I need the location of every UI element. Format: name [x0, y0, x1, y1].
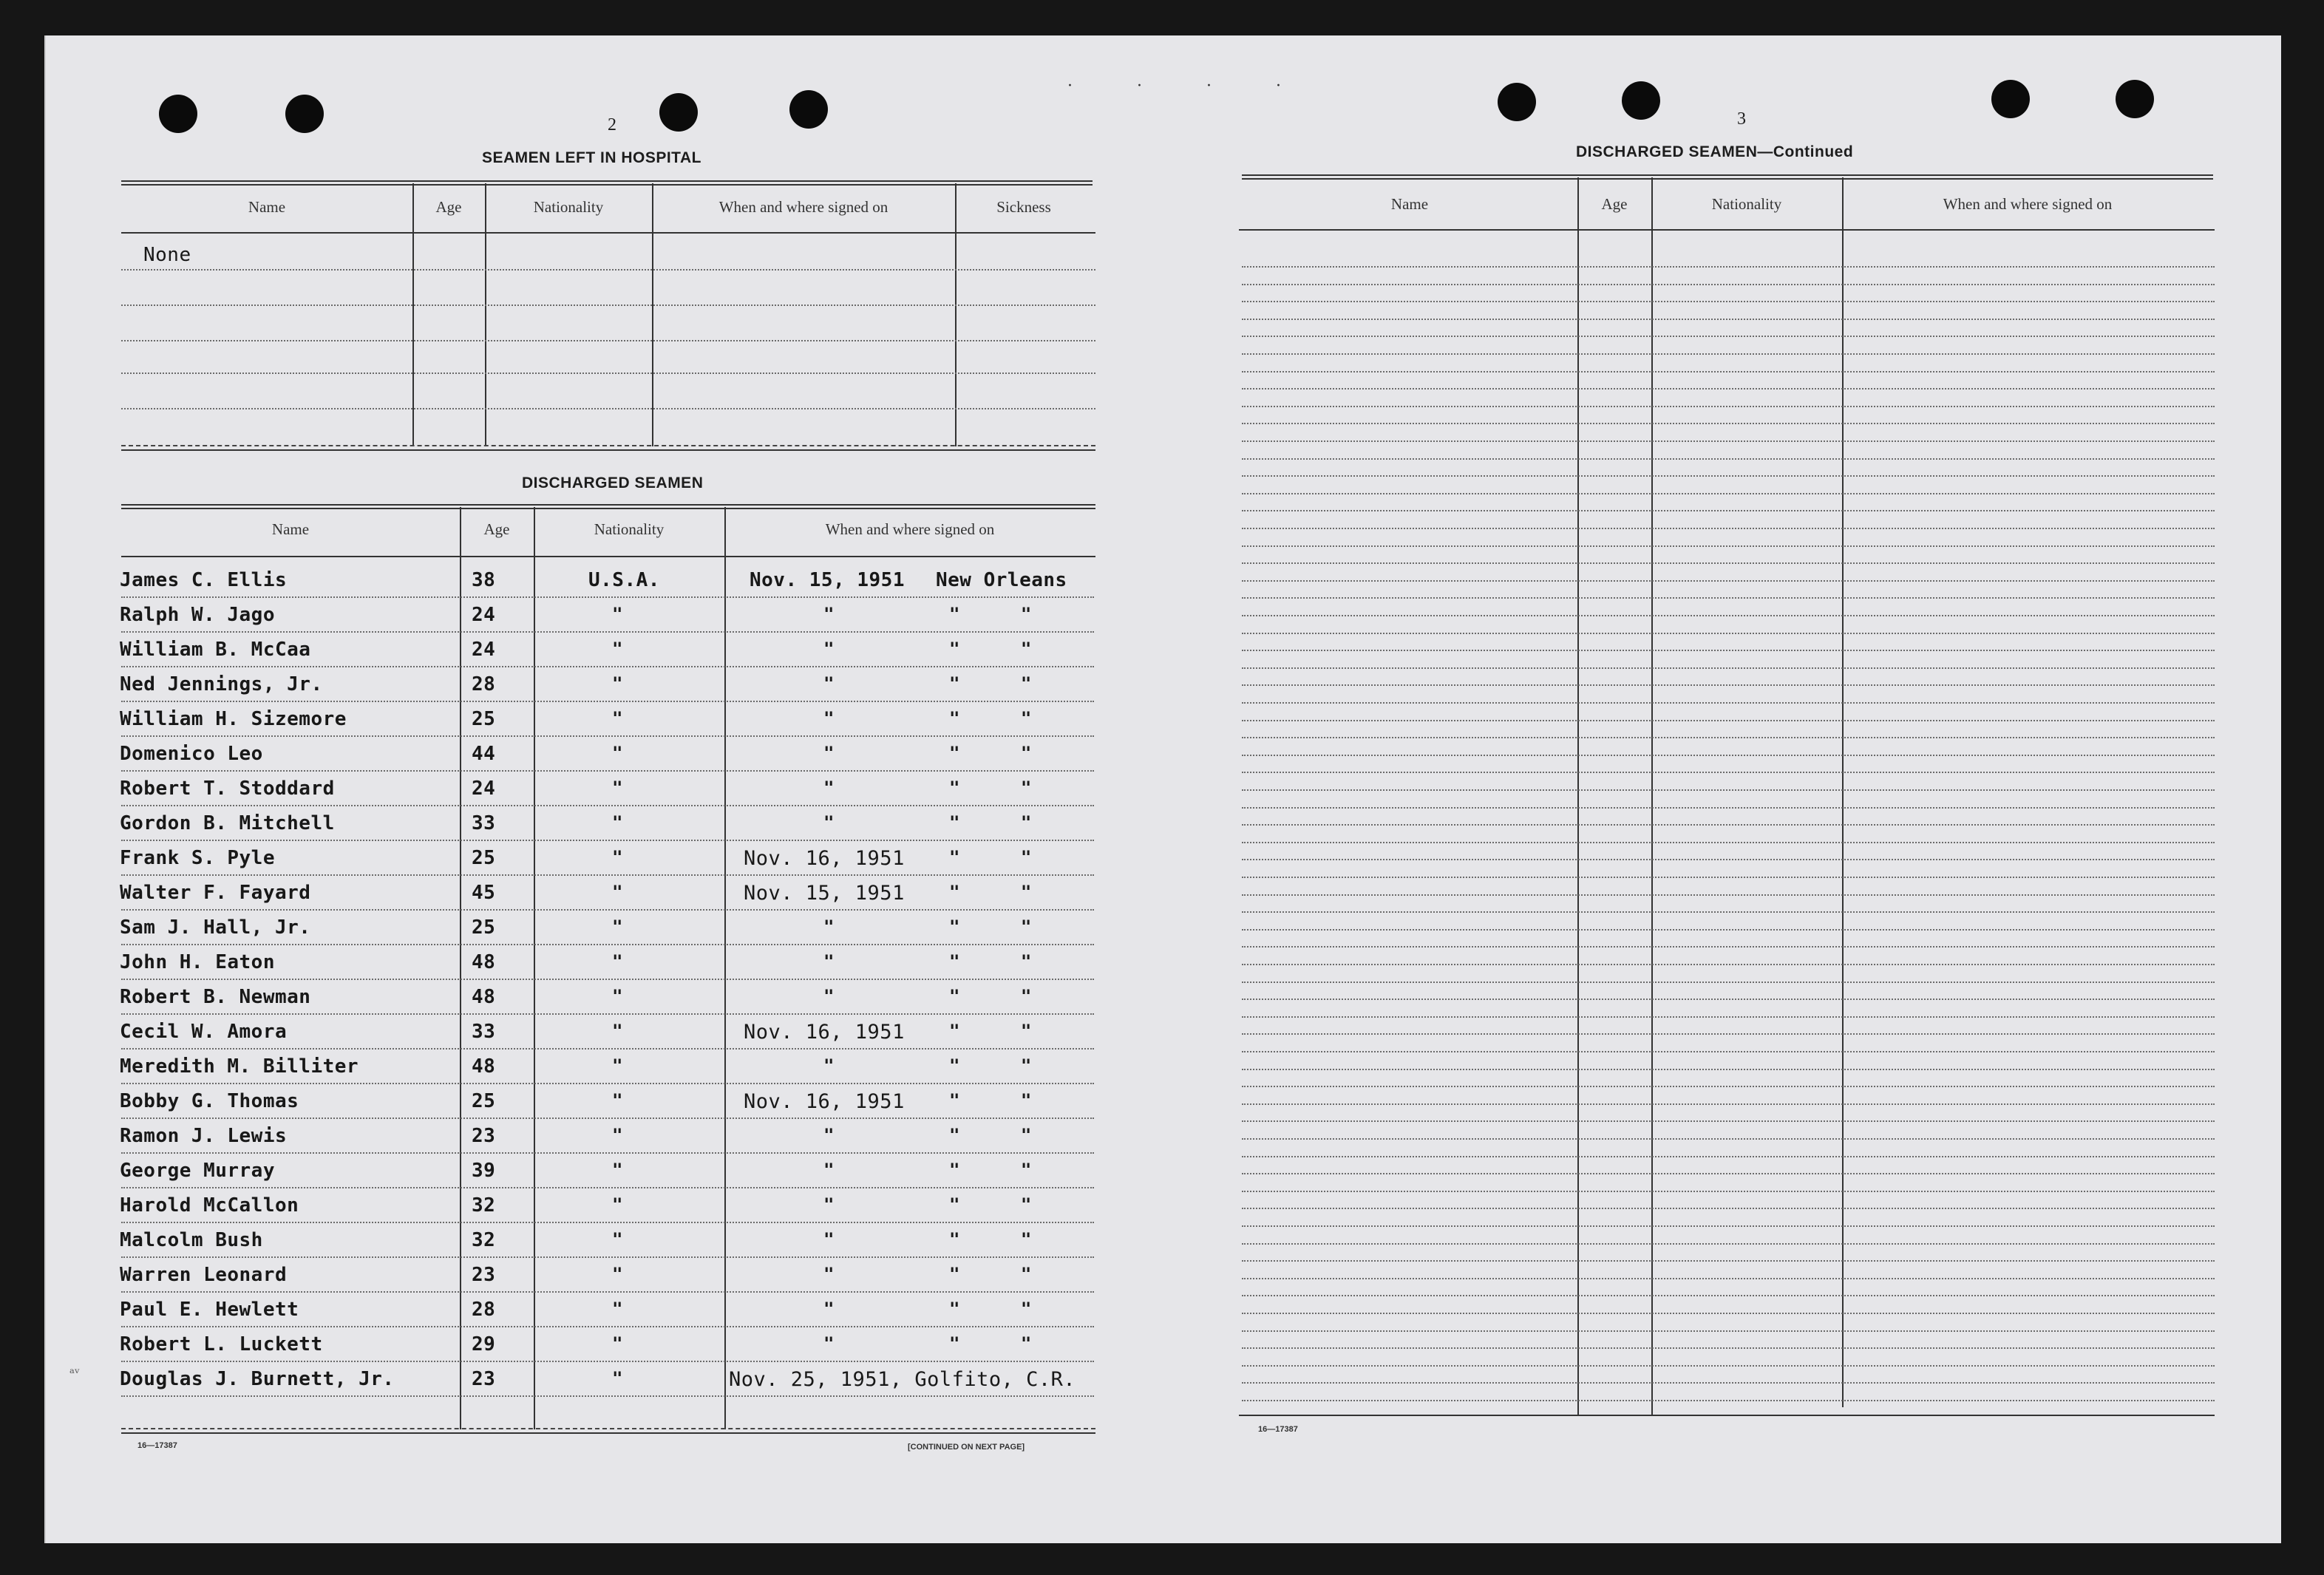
- signed-on-place: New Orleans: [936, 569, 1067, 591]
- row-dotted-rule: [121, 840, 1094, 841]
- blank-row-rule: [1242, 1295, 2215, 1296]
- signed-on-place: " ": [949, 778, 1032, 798]
- seaman-name: John H. Eaton: [120, 951, 275, 973]
- seaman-age: 48: [472, 951, 496, 973]
- signed-on-place: " ": [949, 1160, 1032, 1180]
- blank-row-rule: [1242, 1382, 2215, 1384]
- signed-on-date: ": [823, 1160, 835, 1180]
- seaman-age: 25: [472, 916, 496, 939]
- signed-on-date: Nov. 16, 1951: [744, 847, 905, 870]
- signed-on-date: Nov. 16, 1951: [744, 1021, 905, 1044]
- seaman-nationality: ": [612, 1160, 623, 1180]
- signed-on-date: ": [823, 812, 835, 833]
- seaman-nationality: ": [612, 1090, 623, 1111]
- seaman-age: 24: [472, 778, 496, 800]
- signed-on-place: " ": [949, 1090, 1032, 1111]
- signed-on-place: " ": [949, 604, 1032, 625]
- row-dotted-rule: [121, 1291, 1094, 1293]
- seaman-nationality: ": [612, 1055, 623, 1076]
- seaman-name: Ralph W. Jago: [120, 604, 275, 626]
- seaman-name: George Murray: [120, 1160, 275, 1182]
- signed-on-place: " ": [949, 673, 1032, 694]
- row-dotted-rule: [121, 735, 1094, 737]
- col-header-name: Name: [1390, 195, 1429, 213]
- blank-row-rule: [1242, 475, 2215, 477]
- signed-on-place: " ": [949, 1021, 1032, 1041]
- blank-row-rule: [1242, 371, 2215, 373]
- blank-row-rule: [1242, 1033, 2215, 1035]
- signed-on-date: ": [823, 1229, 835, 1250]
- signed-on-date: ": [823, 916, 835, 937]
- col-header-nationality: Nationality: [533, 198, 604, 216]
- row-dotted-rule: [121, 596, 1094, 598]
- seaman-name: Ramon J. Lewis: [120, 1125, 288, 1147]
- signed-on-place: " ": [949, 1264, 1032, 1285]
- row-dotted-rule: [121, 770, 1094, 772]
- seaman-nationality: ": [612, 708, 623, 729]
- signed-on-date: ": [823, 1299, 835, 1319]
- seaman-age: 32: [472, 1229, 496, 1251]
- blank-row-rule: [1242, 877, 2215, 878]
- seaman-age: 28: [472, 673, 496, 695]
- row-dotted-rule: [121, 874, 1094, 876]
- seaman-age: 25: [472, 847, 496, 869]
- seaman-age: 44: [472, 743, 496, 765]
- blank-row-rule: [1242, 1138, 2215, 1140]
- seaman-age: 38: [472, 569, 496, 591]
- seaman-age: 23: [472, 1368, 496, 1390]
- seaman-nationality: U.S.A.: [588, 569, 660, 591]
- signed-on-date: Nov. 16, 1951: [744, 1090, 905, 1113]
- blank-row-rule: [1242, 1260, 2215, 1262]
- blank-row-rule: [1242, 301, 2215, 302]
- blank-row-rule: [1242, 982, 2215, 983]
- blank-row-rule: [1242, 580, 2215, 582]
- col-header-name: Name: [271, 520, 310, 538]
- signed-on-date: ": [823, 986, 835, 1007]
- seaman-nationality: ": [612, 951, 623, 972]
- signed-on-date: ": [823, 1055, 835, 1076]
- row-dotted-rule: [121, 1013, 1094, 1015]
- seaman-name: Robert B. Newman: [120, 986, 311, 1008]
- blank-row-rule: [1242, 1330, 2215, 1332]
- signed-on-date: ": [823, 778, 835, 798]
- seaman-name: Robert L. Luckett: [120, 1333, 323, 1355]
- blank-row-rule: [1242, 755, 2215, 756]
- blank-row-rule: [1242, 1278, 2215, 1279]
- signed-on-place: " ": [949, 1333, 1032, 1354]
- col-header-signed-on: When and where signed on: [718, 198, 889, 216]
- col-header-age: Age: [483, 520, 510, 538]
- blank-row-rule: [1242, 1120, 2215, 1122]
- seaman-name: Robert T. Stoddard: [120, 778, 335, 800]
- signed-on-place: " ": [949, 1229, 1032, 1250]
- seaman-age: 24: [472, 639, 496, 661]
- blank-row-rule: [1242, 284, 2215, 285]
- right-title-cont: —Continued: [1757, 143, 1854, 160]
- row-dotted-rule: [121, 1395, 1094, 1397]
- blank-row-rule: [1242, 720, 2215, 721]
- signed-on-date: ": [823, 639, 835, 659]
- punch-hole: [285, 95, 324, 133]
- seaman-nationality: ": [612, 1021, 623, 1041]
- row-dotted-rule: [121, 1222, 1094, 1223]
- signed-on-place: " ": [949, 708, 1032, 729]
- punch-hole: [159, 95, 197, 133]
- blank-row-rule: [1242, 615, 2215, 616]
- blank-row-rule: [1242, 964, 2215, 965]
- signed-on-place: " ": [949, 916, 1032, 937]
- punch-hole: [1498, 83, 1536, 121]
- seaman-name: Warren Leonard: [120, 1264, 288, 1286]
- col-header-age: Age: [435, 198, 462, 216]
- seaman-name: Frank S. Pyle: [120, 847, 275, 869]
- seaman-name: Ned Jennings, Jr.: [120, 673, 323, 695]
- right-title-main: DISCHARGED SEAMEN: [1576, 143, 1758, 160]
- signed-on-date: ": [823, 673, 835, 694]
- seaman-name: Meredith M. Billiter: [120, 1055, 359, 1078]
- signed-on-place: " ": [949, 1125, 1032, 1146]
- signed-on-place: " ": [949, 639, 1032, 659]
- seaman-name: Harold McCallon: [120, 1194, 299, 1217]
- signed-on-date: Nov. 15, 1951: [750, 569, 905, 591]
- form-number-right: 16—17387: [1258, 1425, 1298, 1434]
- signed-on-place: " ": [949, 847, 1032, 868]
- blank-row-rule: [1242, 702, 2215, 704]
- seaman-nationality: ": [612, 1299, 623, 1319]
- seaman-age: 29: [472, 1333, 496, 1355]
- blank-row-rule: [1242, 406, 2215, 407]
- seaman-age: 23: [472, 1125, 496, 1147]
- blank-row-rule: [1242, 458, 2215, 460]
- seaman-name: William H. Sizemore: [120, 708, 347, 730]
- blank-row-rule: [1242, 510, 2215, 511]
- blank-row-rule: [1242, 597, 2215, 599]
- row-dotted-rule: [121, 979, 1094, 980]
- row-dotted-rule: [121, 944, 1094, 945]
- blank-row-rule: [1242, 1016, 2215, 1018]
- seaman-name: Gordon B. Mitchell: [120, 812, 335, 834]
- seaman-age: 33: [472, 812, 496, 834]
- seaman-name: James C. Ellis: [120, 569, 288, 591]
- seaman-age: 48: [472, 1055, 496, 1078]
- seaman-age: 48: [472, 986, 496, 1008]
- seaman-age: 25: [472, 1090, 496, 1112]
- blank-row-rule: [1242, 1103, 2215, 1105]
- right-section-title: [1576, 143, 1853, 161]
- signed-on-place: " ": [949, 951, 1032, 972]
- punch-hole: [2116, 80, 2154, 118]
- blank-row-rule: [1242, 859, 2215, 860]
- blank-row-rule: [1242, 1051, 2215, 1052]
- blank-row-rule: [1242, 999, 2215, 1000]
- row-dotted-rule: [121, 1083, 1094, 1084]
- seaman-age: 28: [472, 1299, 496, 1321]
- hospital-section-title: SEAMEN LEFT IN HOSPITAL: [482, 149, 701, 166]
- hospital-none-entry: None: [143, 244, 191, 266]
- col-header-nationality: Nationality: [1711, 195, 1782, 213]
- blank-row-rule: [1242, 528, 2215, 529]
- signed-on-date: ": [823, 1125, 835, 1146]
- form-number-left: 16—17387: [137, 1441, 177, 1450]
- signed-on-place: " ": [949, 1055, 1032, 1076]
- blank-row-rule: [1242, 1225, 2215, 1227]
- row-dotted-rule: [121, 1118, 1094, 1119]
- row-dotted-rule: [121, 1361, 1094, 1362]
- blank-row-rule: [1242, 1173, 2215, 1174]
- blank-row-rule: [1242, 1208, 2215, 1209]
- scan-specks: · · · ·: [1067, 77, 1311, 95]
- seaman-nationality: ": [612, 812, 623, 833]
- seaman-name: Paul E. Hewlett: [120, 1299, 299, 1321]
- blank-row-rule: [1242, 633, 2215, 634]
- page-number-left: 2: [608, 115, 616, 135]
- seaman-name: Walter F. Fayard: [120, 882, 311, 904]
- signed-on-place: " ": [949, 743, 1032, 763]
- blank-row-rule: [1242, 545, 2215, 547]
- punch-hole: [1991, 80, 2030, 118]
- signed-on-date: ": [823, 604, 835, 625]
- row-dotted-rule: [121, 1256, 1094, 1258]
- seaman-nationality: ": [612, 882, 623, 902]
- seaman-name: William B. McCaa: [120, 639, 311, 661]
- seaman-nationality: ": [612, 986, 623, 1007]
- signed-on-date: ": [823, 1264, 835, 1285]
- seaman-name: Sam J. Hall, Jr.: [120, 916, 311, 939]
- seaman-nationality: ": [612, 639, 623, 659]
- blank-row-rule: [1242, 266, 2215, 268]
- row-dotted-rule: [121, 701, 1094, 702]
- seaman-nationality: ": [612, 1264, 623, 1285]
- signed-on-place: " ": [949, 986, 1032, 1007]
- col-header-sickness: Sickness: [996, 198, 1051, 216]
- seaman-age: 24: [472, 604, 496, 626]
- row-dotted-rule: [121, 805, 1094, 806]
- blank-row-rule: [1242, 1086, 2215, 1087]
- seaman-name: Domenico Leo: [120, 743, 263, 765]
- row-dotted-rule: [121, 631, 1094, 633]
- signed-on-place: " ": [949, 1299, 1032, 1319]
- col-header-name: Name: [248, 198, 286, 216]
- signed-on-date: Nov. 15, 1951: [744, 882, 905, 905]
- blank-row-rule: [1242, 319, 2215, 320]
- seaman-name: Douglas J. Burnett, Jr.: [120, 1368, 395, 1390]
- seaman-nationality: ": [612, 743, 623, 763]
- seaman-age: 25: [472, 708, 496, 730]
- row-dotted-rule: [121, 1152, 1094, 1154]
- punch-hole: [659, 93, 698, 132]
- seaman-age: 45: [472, 882, 496, 904]
- seaman-nationality: ": [612, 847, 623, 868]
- blank-row-rule: [1242, 440, 2215, 442]
- seaman-nationality: ": [612, 778, 623, 798]
- blank-row-rule: [1242, 1347, 2215, 1349]
- row-dotted-rule: [121, 1048, 1094, 1050]
- blank-row-rule: [1242, 789, 2215, 791]
- seaman-nationality: ": [612, 1194, 623, 1215]
- punch-hole: [1622, 81, 1660, 120]
- seaman-age: 39: [472, 1160, 496, 1182]
- blank-row-rule: [1242, 667, 2215, 669]
- blank-row-rule: [1242, 1365, 2215, 1367]
- signed-on-place: " ": [949, 812, 1032, 833]
- col-header-nationality: Nationality: [594, 520, 665, 538]
- signed-on-date: ": [823, 1333, 835, 1354]
- blank-row-rule: [1242, 1156, 2215, 1157]
- seaman-nationality: ": [612, 1229, 623, 1250]
- signed-on-place: " ": [949, 882, 1032, 902]
- signed-on-date: ": [823, 951, 835, 972]
- blank-row-rule: [1242, 824, 2215, 826]
- margin-mark: ᵃᵛ: [69, 1366, 80, 1381]
- blank-row-rule: [1242, 562, 2215, 564]
- document-sheet: [44, 35, 2281, 1543]
- blank-row-rule: [1242, 1243, 2215, 1245]
- blank-row-rule: [1242, 650, 2215, 651]
- blank-row-rule: [1242, 1400, 2215, 1401]
- col-header-age: Age: [1601, 195, 1628, 213]
- blank-row-rule: [1242, 493, 2215, 494]
- col-header-signed-on: When and where signed on: [1943, 195, 2113, 213]
- seaman-age: 23: [472, 1264, 496, 1286]
- blank-row-rule: [1242, 929, 2215, 931]
- signed-on-date: ": [823, 743, 835, 763]
- seaman-name: Bobby G. Thomas: [120, 1090, 299, 1112]
- blank-row-rule: [1242, 946, 2215, 948]
- seaman-age: 32: [472, 1194, 496, 1217]
- signed-on-date: Nov. 25, 1951, Golfito, C.R.: [729, 1368, 1076, 1391]
- blank-row-rule: [1242, 388, 2215, 390]
- seaman-nationality: ": [612, 916, 623, 937]
- blank-row-rule: [1242, 423, 2215, 424]
- discharged-section-title: DISCHARGED SEAMEN: [522, 474, 704, 491]
- row-dotted-rule: [121, 1326, 1094, 1327]
- row-dotted-rule: [121, 1187, 1094, 1188]
- signed-on-date: ": [823, 708, 835, 729]
- seaman-nationality: ": [612, 673, 623, 694]
- seaman-nationality: ": [612, 604, 623, 625]
- signed-on-date: ": [823, 1194, 835, 1215]
- signed-on-place: " ": [949, 1194, 1032, 1215]
- blank-row-rule: [1242, 1313, 2215, 1314]
- row-dotted-rule: [121, 909, 1094, 911]
- blank-row-rule: [1242, 737, 2215, 738]
- seaman-age: 33: [472, 1021, 496, 1043]
- continued-note: [CONTINUED ON NEXT PAGE]: [908, 1443, 1025, 1452]
- seaman-nationality: ": [612, 1368, 623, 1389]
- blank-row-rule: [1242, 842, 2215, 843]
- blank-row-rule: [1242, 807, 2215, 809]
- seaman-nationality: ": [612, 1125, 623, 1146]
- page-number-right: 3: [1737, 109, 1746, 129]
- blank-row-rule: [1242, 1191, 2215, 1192]
- blank-row-rule: [1242, 1069, 2215, 1070]
- blank-row-rule: [1242, 336, 2215, 337]
- blank-row-rule: [1242, 911, 2215, 913]
- seaman-name: Malcolm Bush: [120, 1229, 263, 1251]
- blank-row-rule: [1242, 353, 2215, 355]
- punch-hole: [789, 90, 828, 129]
- seaman-name: Cecil W. Amora: [120, 1021, 288, 1043]
- blank-row-rule: [1242, 772, 2215, 773]
- row-dotted-rule: [121, 666, 1094, 667]
- seaman-nationality: ": [612, 1333, 623, 1354]
- blank-row-rule: [1242, 894, 2215, 896]
- col-header-signed-on: When and where signed on: [825, 520, 995, 538]
- blank-row-rule: [1242, 684, 2215, 686]
